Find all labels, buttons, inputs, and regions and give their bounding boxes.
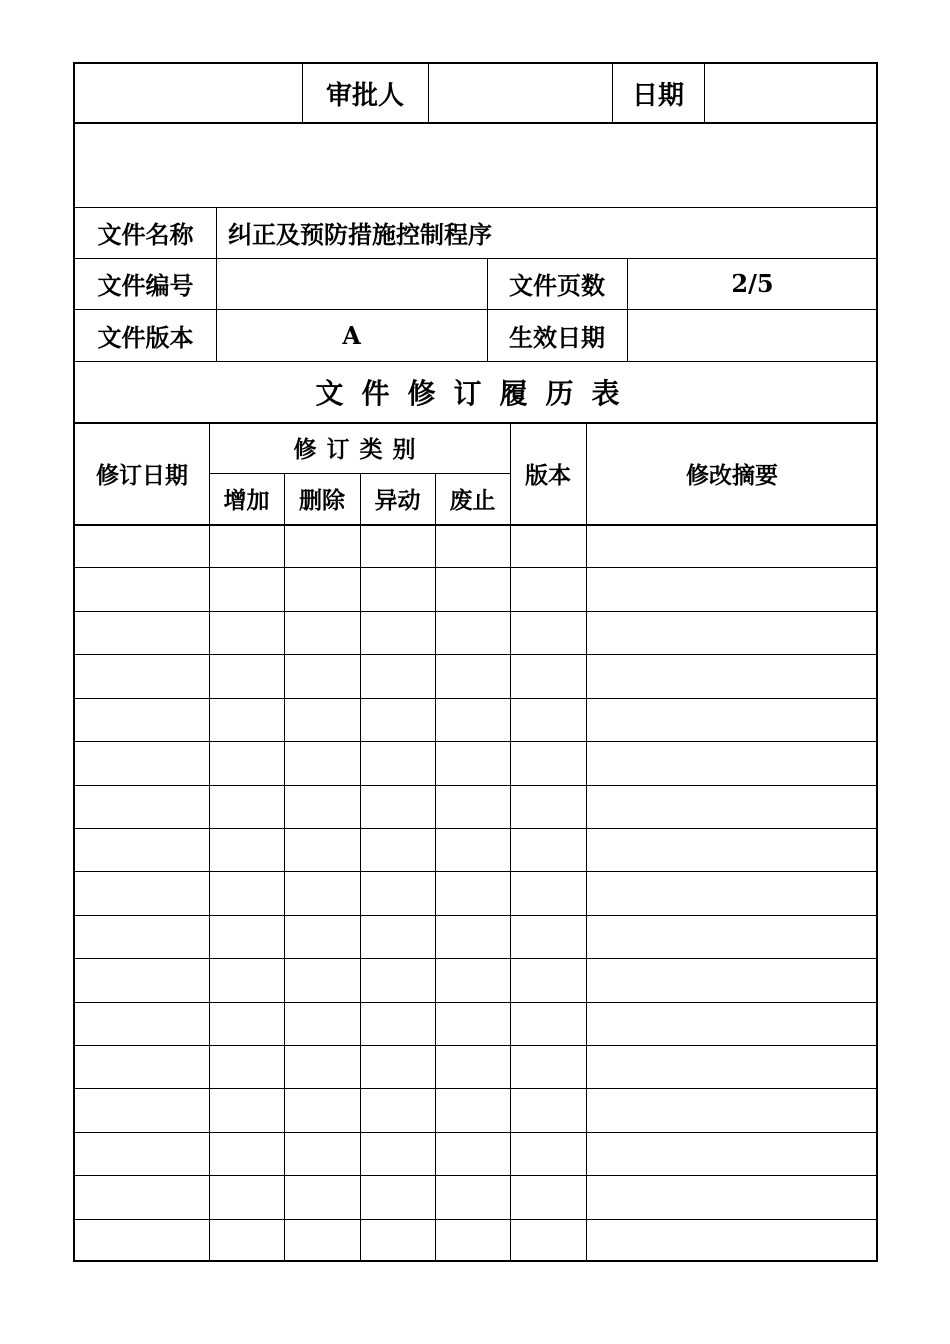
- doc-pages-value: 2/5: [731, 269, 774, 298]
- header-add: 增加: [223, 487, 270, 514]
- doc-name-label: 文件名称: [97, 220, 194, 249]
- date-field[interactable]: [704, 64, 878, 122]
- header-abolish: 废止: [449, 487, 496, 514]
- doc-name-value: 纠正及预防措施控制程序: [228, 220, 492, 249]
- table-row: [75, 567, 876, 568]
- approver-label: 审批人: [325, 80, 404, 111]
- header-delete: 删除: [299, 487, 345, 514]
- table-row: [75, 785, 876, 786]
- divider: [284, 473, 285, 1262]
- header-change: 异动: [374, 487, 421, 514]
- revision-table-title: 文件修订履历表: [315, 376, 638, 410]
- header-summary: 修改摘要: [686, 461, 778, 489]
- table-row: [75, 958, 876, 959]
- approver-field[interactable]: [428, 64, 612, 122]
- header-version: 版本: [525, 461, 571, 489]
- header-revision-date: 修订日期: [96, 461, 188, 489]
- table-row: [75, 1002, 876, 1003]
- document-form: [73, 62, 878, 1262]
- table-row: [75, 828, 876, 829]
- table-row: [75, 654, 876, 655]
- doc-version-label: 文件版本: [97, 322, 194, 352]
- divider: [510, 422, 511, 1262]
- effective-date-value: [627, 309, 878, 361]
- table-row: [75, 915, 876, 916]
- date-label: 日期: [631, 80, 684, 111]
- table-row: [75, 698, 876, 699]
- divider: [435, 473, 436, 1262]
- table-row: [75, 871, 876, 872]
- table-row: [75, 741, 876, 742]
- doc-number-value: [216, 258, 487, 309]
- table-row: [75, 1132, 876, 1133]
- doc-pages-label: 文件页数: [509, 271, 605, 300]
- table-row: [75, 1088, 876, 1089]
- divider: [75, 122, 876, 124]
- table-row: [75, 524, 876, 526]
- header-revision-type: 修订类别: [293, 436, 426, 463]
- divider: [209, 422, 210, 1262]
- table-row: [75, 1175, 876, 1176]
- doc-number-label: 文件编号: [97, 271, 194, 300]
- table-row: [75, 1219, 876, 1220]
- effective-date-label: 生效日期: [509, 322, 605, 352]
- doc-version-value: A: [342, 320, 361, 350]
- divider: [360, 473, 361, 1262]
- divider: [586, 422, 587, 1262]
- table-row: [75, 1045, 876, 1046]
- table-row: [75, 611, 876, 612]
